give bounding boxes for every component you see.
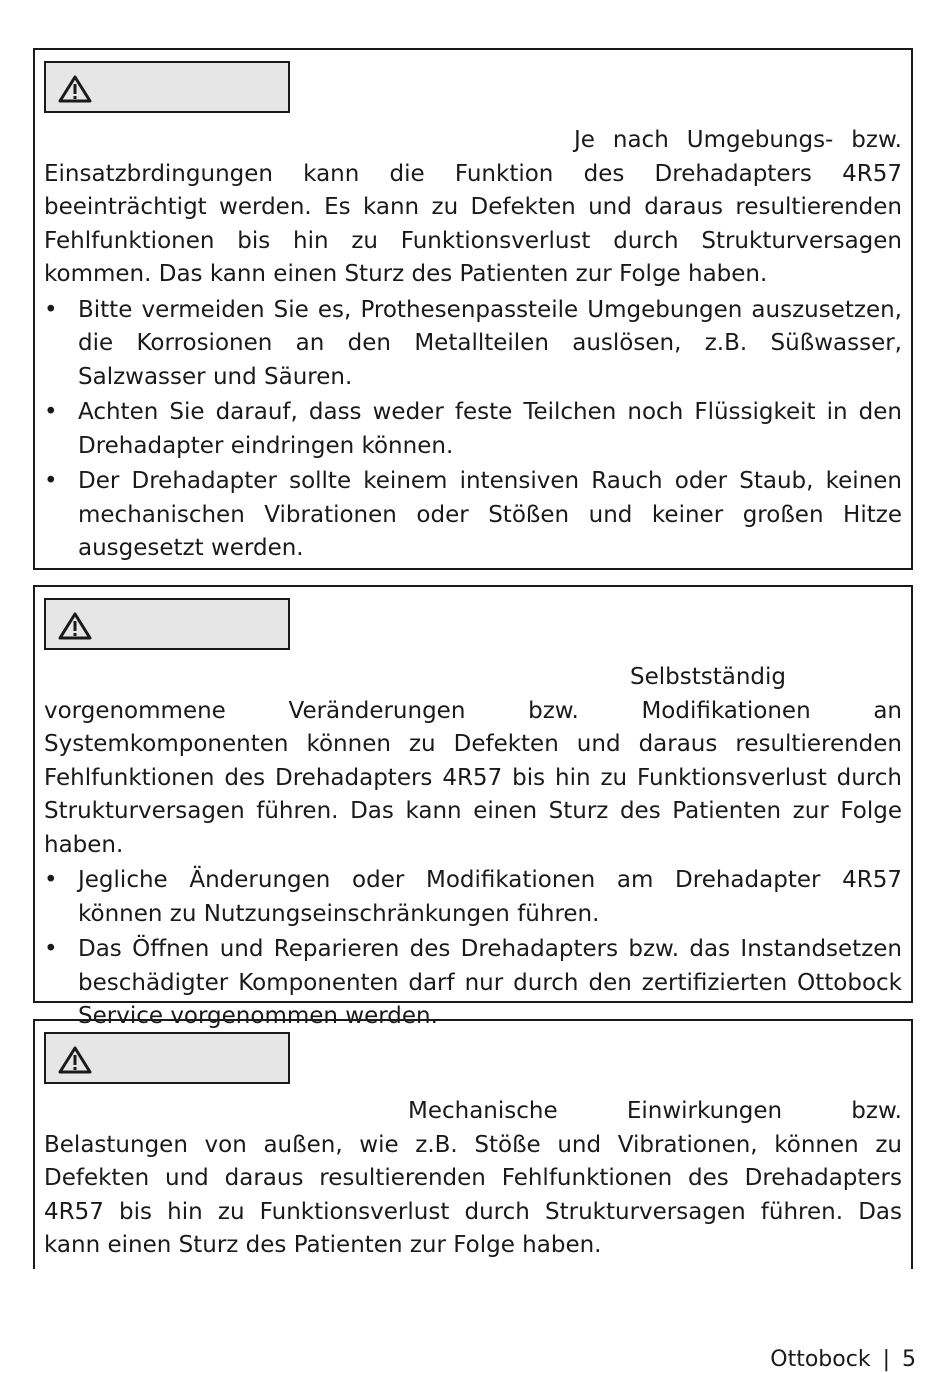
warning-box-modifications <box>33 585 913 1029</box>
list-item: • Achten Sie darauf, dass weder feste Teilchen noch Flüssigkeit in den Drehadapter eindringen können. <box>44 399 902 459</box>
warning-box-environment <box>33 48 913 570</box>
bullet-list <box>44 294 902 566</box>
warning-text: Mechanische Einwirkungen bzw. Belastungen von außen, wie z.B. Stöße und Vibrationen, können zu Defekten und daraus resultierenden Fehlfunktionen des Drehadapters 4R57 bis hin zu Funktionsverlust durch Strukturversagen führen. Das kann einen Sturz des Patienten zur Folge haben. <box>44 1098 902 1258</box>
page-footer <box>770 1347 916 1373</box>
list-item: • Der Drehadapter sollte keinem intensiven Rauch oder Staub, keinen mechanischen Vibrationen oder Stößen und keiner großen Hitze ausgesetzt werden. <box>44 468 902 561</box>
list-item: • Bitte vermeiden Sie es, Prothesenpassteile Umgebungen auszusetzen, die Korrosionen an den Metallteilen auslösen, z.B. Süßwasser, Salzwasser und Säuren. <box>44 296 902 390</box>
warning-triangle-icon <box>58 1046 92 1074</box>
warning-label <box>44 1032 290 1084</box>
list-item: • Das Öffnen und Reparieren des Drehadapters bzw. das Instandsetzen beschädigter Komponenten darf nur durch den zertifizierten Ottobock Service vorgenommen werden. <box>44 936 902 1029</box>
list-item: • Jegliche Änderungen oder Modifikationen am Drehadapter 4R57 können zu Nutzungseinschränkungen führen. <box>44 867 902 927</box>
footer-separator: | <box>882 1347 890 1372</box>
warning-box-mechanical <box>33 1019 913 1269</box>
warning-triangle-icon <box>58 612 92 640</box>
warning-label <box>44 61 290 113</box>
warning-text: Selbstständig vorgenommene Veränderungen bzw. Modifikationen an Systemkomponenten können zu Defekten und daraus resultierenden Fehlfunktionen des Drehadapters 4R57 bis hin zu Funktionsverlust durch Strukturversagen führen. Das kann einen Sturz des Patienten zur Folge haben. <box>44 664 902 858</box>
bullet-list <box>44 864 902 1034</box>
warning-text: Je nach Umgebungs- bzw. Einsatzbrdingungen kann die Funktion des Drehadapters 4R57 beeinträchtigt werden. Es kann zu Defekten und daraus resultierenden Fehlfunktionen bis hin zu Funktionsverlust durch Strukturversagen kommen. Das kann einen Sturz des Patienten zur Folge haben. <box>44 127 902 287</box>
page-number: 5 <box>902 1347 916 1372</box>
footer-brand: Ottobock <box>770 1347 871 1372</box>
warning-label <box>44 598 290 650</box>
warning-triangle-icon <box>58 75 92 103</box>
